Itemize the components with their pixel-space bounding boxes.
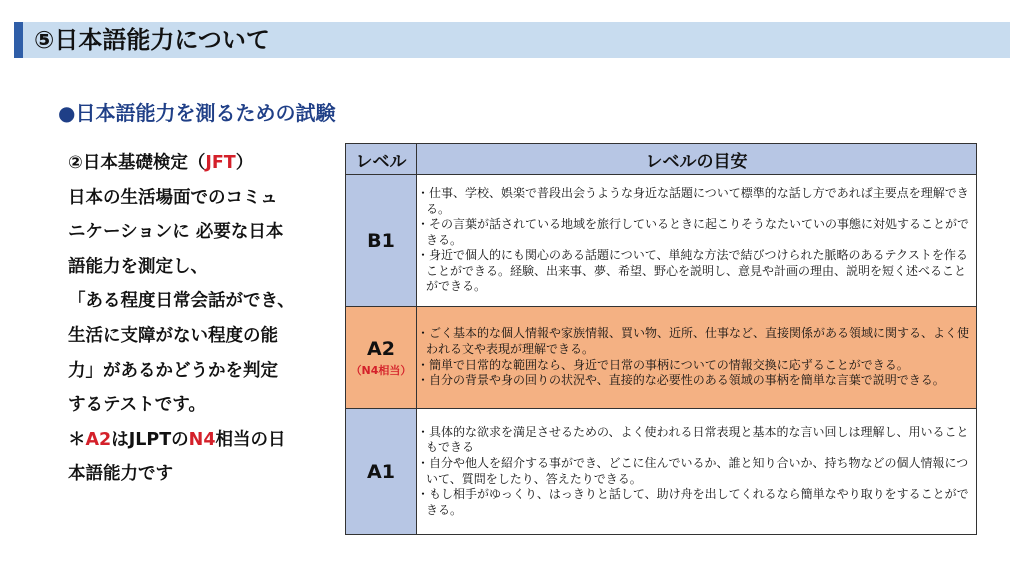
description-item: ・簡単で日常的な範囲なら、身近で日常の事柄についての情報交換に応ずることができる。 (417, 357, 909, 372)
text-segment: ） (235, 153, 254, 173)
description-item: ・自分の背景や身の回りの状況や、直接的な必要性のある領域の事柄を簡単な言葉で説明できる。 (417, 373, 945, 388)
text-segment: はJLPTの (111, 429, 189, 450)
jft-highlight: JFT (205, 153, 236, 173)
description-item: ・具体的な欲求を満足させるための、よく使われる日常表現と基本的な言い回しは理解し、用いることもできる (417, 424, 969, 455)
level-label: B1 (367, 229, 395, 252)
text-segment: ＊ (68, 429, 86, 450)
description-line: 生活に支障がない程度の能 (68, 325, 278, 346)
note-line (68, 423, 342, 458)
title-accent-bar (14, 22, 23, 58)
description-line: ニケーションに 必要な日本 (68, 222, 284, 243)
description-item: ・ごく基本的な個人情報や家族情報、買い物、近所、仕事など、直接関係がある領域に関する、よく使われる文や表現が理解できる。 (417, 326, 970, 356)
description-cell (417, 409, 977, 535)
a2-highlight: A2 (85, 429, 112, 450)
level-table (345, 143, 977, 535)
level-equivalent: （N4相当） (350, 363, 412, 377)
table-header-row (346, 144, 977, 175)
title-bar (14, 22, 1010, 58)
table-row-b1 (346, 175, 977, 307)
page-title: ⑤日本語能力について (34, 26, 270, 54)
description-item: ・身近で個人的にも関心のある話題について、単純な方法で結びつけられた脈略のあるテクストを作ることができる。経験、出来事、夢、希望、野心を説明し、意見や計画の理由、説明を短く述べることができる。 (417, 248, 968, 294)
description-cell (417, 307, 977, 409)
description-item: ・その言葉が話されている地域を旅行しているときに起こりそうなたいていの事態に対処することができる。 (417, 217, 970, 247)
level-label: A1 (367, 460, 395, 483)
text-segment: ②日本基礎検定（ (68, 153, 206, 173)
description-line: 本語能力です (68, 464, 173, 485)
level-cell (346, 307, 417, 409)
header-description: レベルの目安 (417, 144, 977, 175)
description-item: ・自分や他人を紹介する事ができ、どこに住んでいるか、誰と知り合いか、持ち物などの個人情報について、質問をしたり、答えたりできる。 (417, 455, 969, 486)
level-cell (346, 409, 417, 535)
description-line: 日本の生活場面でのコミュ (68, 187, 278, 208)
table-row-a2 (346, 307, 977, 409)
description-line: するテストです。 (68, 395, 206, 416)
text-segment: 相当の日 (215, 429, 286, 450)
jft-description (68, 146, 342, 492)
jft-line (68, 146, 342, 181)
description-line: 語能力を測定し、 (68, 256, 208, 277)
description-line: 「ある程度日常会話ができ、 (68, 291, 295, 312)
description-line: 力」があるかどうかを判定 (68, 360, 278, 381)
n4-highlight: N4 (188, 429, 216, 450)
header-level: レベル (346, 144, 417, 175)
section-subheading: ●日本語能力を測るための試験 (58, 101, 336, 125)
description-item: ・仕事、学校、娯楽で普段出会うような身近な話題について標準的な話し方であれば主要点を理解できる。 (417, 185, 969, 216)
level-cell (346, 175, 417, 307)
table-row-a1 (346, 409, 977, 535)
description-item: ・もし相手がゆっくり、はっきりと話して、助け舟を出してくれるなら簡単なやり取りをすることができる。 (417, 487, 969, 517)
description-cell (417, 175, 977, 307)
level-label: A2 (367, 337, 395, 360)
